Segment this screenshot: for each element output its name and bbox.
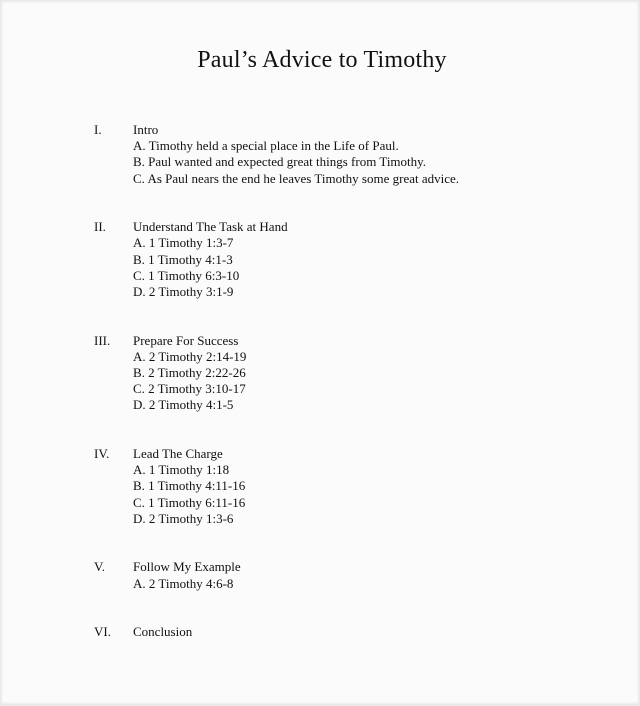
outline-subitem: C. 2 Timothy 3:10-17 bbox=[133, 381, 246, 397]
section-heading: Lead The Charge bbox=[133, 446, 223, 462]
outline-section-1 bbox=[1, 122, 639, 187]
outline-section-6 bbox=[1, 624, 639, 640]
section-heading: Understand The Task at Hand bbox=[133, 219, 288, 235]
outline-subitem: C. 1 Timothy 6:3-10 bbox=[133, 267, 240, 283]
section-heading: Follow My Example bbox=[133, 559, 241, 575]
outline-subitem: A. Timothy held a special place in the Life of Paul. bbox=[133, 138, 399, 154]
outline-subitem: D. 2 Timothy 3:1-9 bbox=[133, 284, 234, 300]
section-subitems bbox=[1, 349, 639, 414]
outline-subitem: C. As Paul nears the end he leaves Timothy some great advice. bbox=[133, 170, 460, 186]
outline-section-3 bbox=[1, 333, 639, 414]
outline-section-2 bbox=[1, 219, 639, 300]
section-numeral: IV. bbox=[94, 446, 110, 462]
outline-subitem: A. 1 Timothy 1:3-7 bbox=[133, 235, 234, 251]
section-subitems bbox=[1, 576, 639, 592]
outline-subitem: C. 1 Timothy 6:11-16 bbox=[133, 494, 246, 510]
outline-subitem: A. 2 Timothy 4:6-8 bbox=[133, 575, 234, 591]
section-subitems bbox=[1, 138, 639, 187]
outline-section-5 bbox=[1, 559, 639, 591]
outline-subitem: B. 2 Timothy 2:22-26 bbox=[133, 365, 246, 381]
outline-subitem: A. 2 Timothy 2:14-19 bbox=[133, 348, 247, 364]
section-numeral: VI. bbox=[94, 624, 111, 640]
section-numeral: I. bbox=[94, 122, 102, 137]
section-subitems bbox=[1, 462, 639, 527]
section-numeral: III. bbox=[94, 332, 111, 348]
section-heading: Conclusion bbox=[133, 624, 193, 640]
section-subitems bbox=[1, 235, 639, 300]
outline bbox=[1, 122, 639, 640]
outline-subitem: D. 2 Timothy 1:3-6 bbox=[133, 510, 234, 526]
outline-subitem: D. 2 Timothy 4:1-5 bbox=[133, 397, 234, 413]
outline-subitem: B. 1 Timothy 4:1-3 bbox=[133, 251, 233, 267]
outline-section-4 bbox=[1, 446, 639, 527]
outline-subitem: A. 1 Timothy 1:18 bbox=[133, 462, 230, 478]
document-page bbox=[1, 1, 639, 704]
outline-subitem: B. 1 Timothy 4:11-16 bbox=[133, 478, 246, 494]
outline-subitem: B. Paul wanted and expected great things from Timothy. bbox=[133, 154, 427, 170]
section-numeral: II. bbox=[94, 219, 106, 235]
section-heading: Prepare For Success bbox=[133, 332, 239, 348]
section-heading: Intro bbox=[133, 122, 159, 137]
page-title: Paul’s Advice to Timothy bbox=[197, 47, 447, 73]
section-numeral: V. bbox=[94, 559, 105, 575]
